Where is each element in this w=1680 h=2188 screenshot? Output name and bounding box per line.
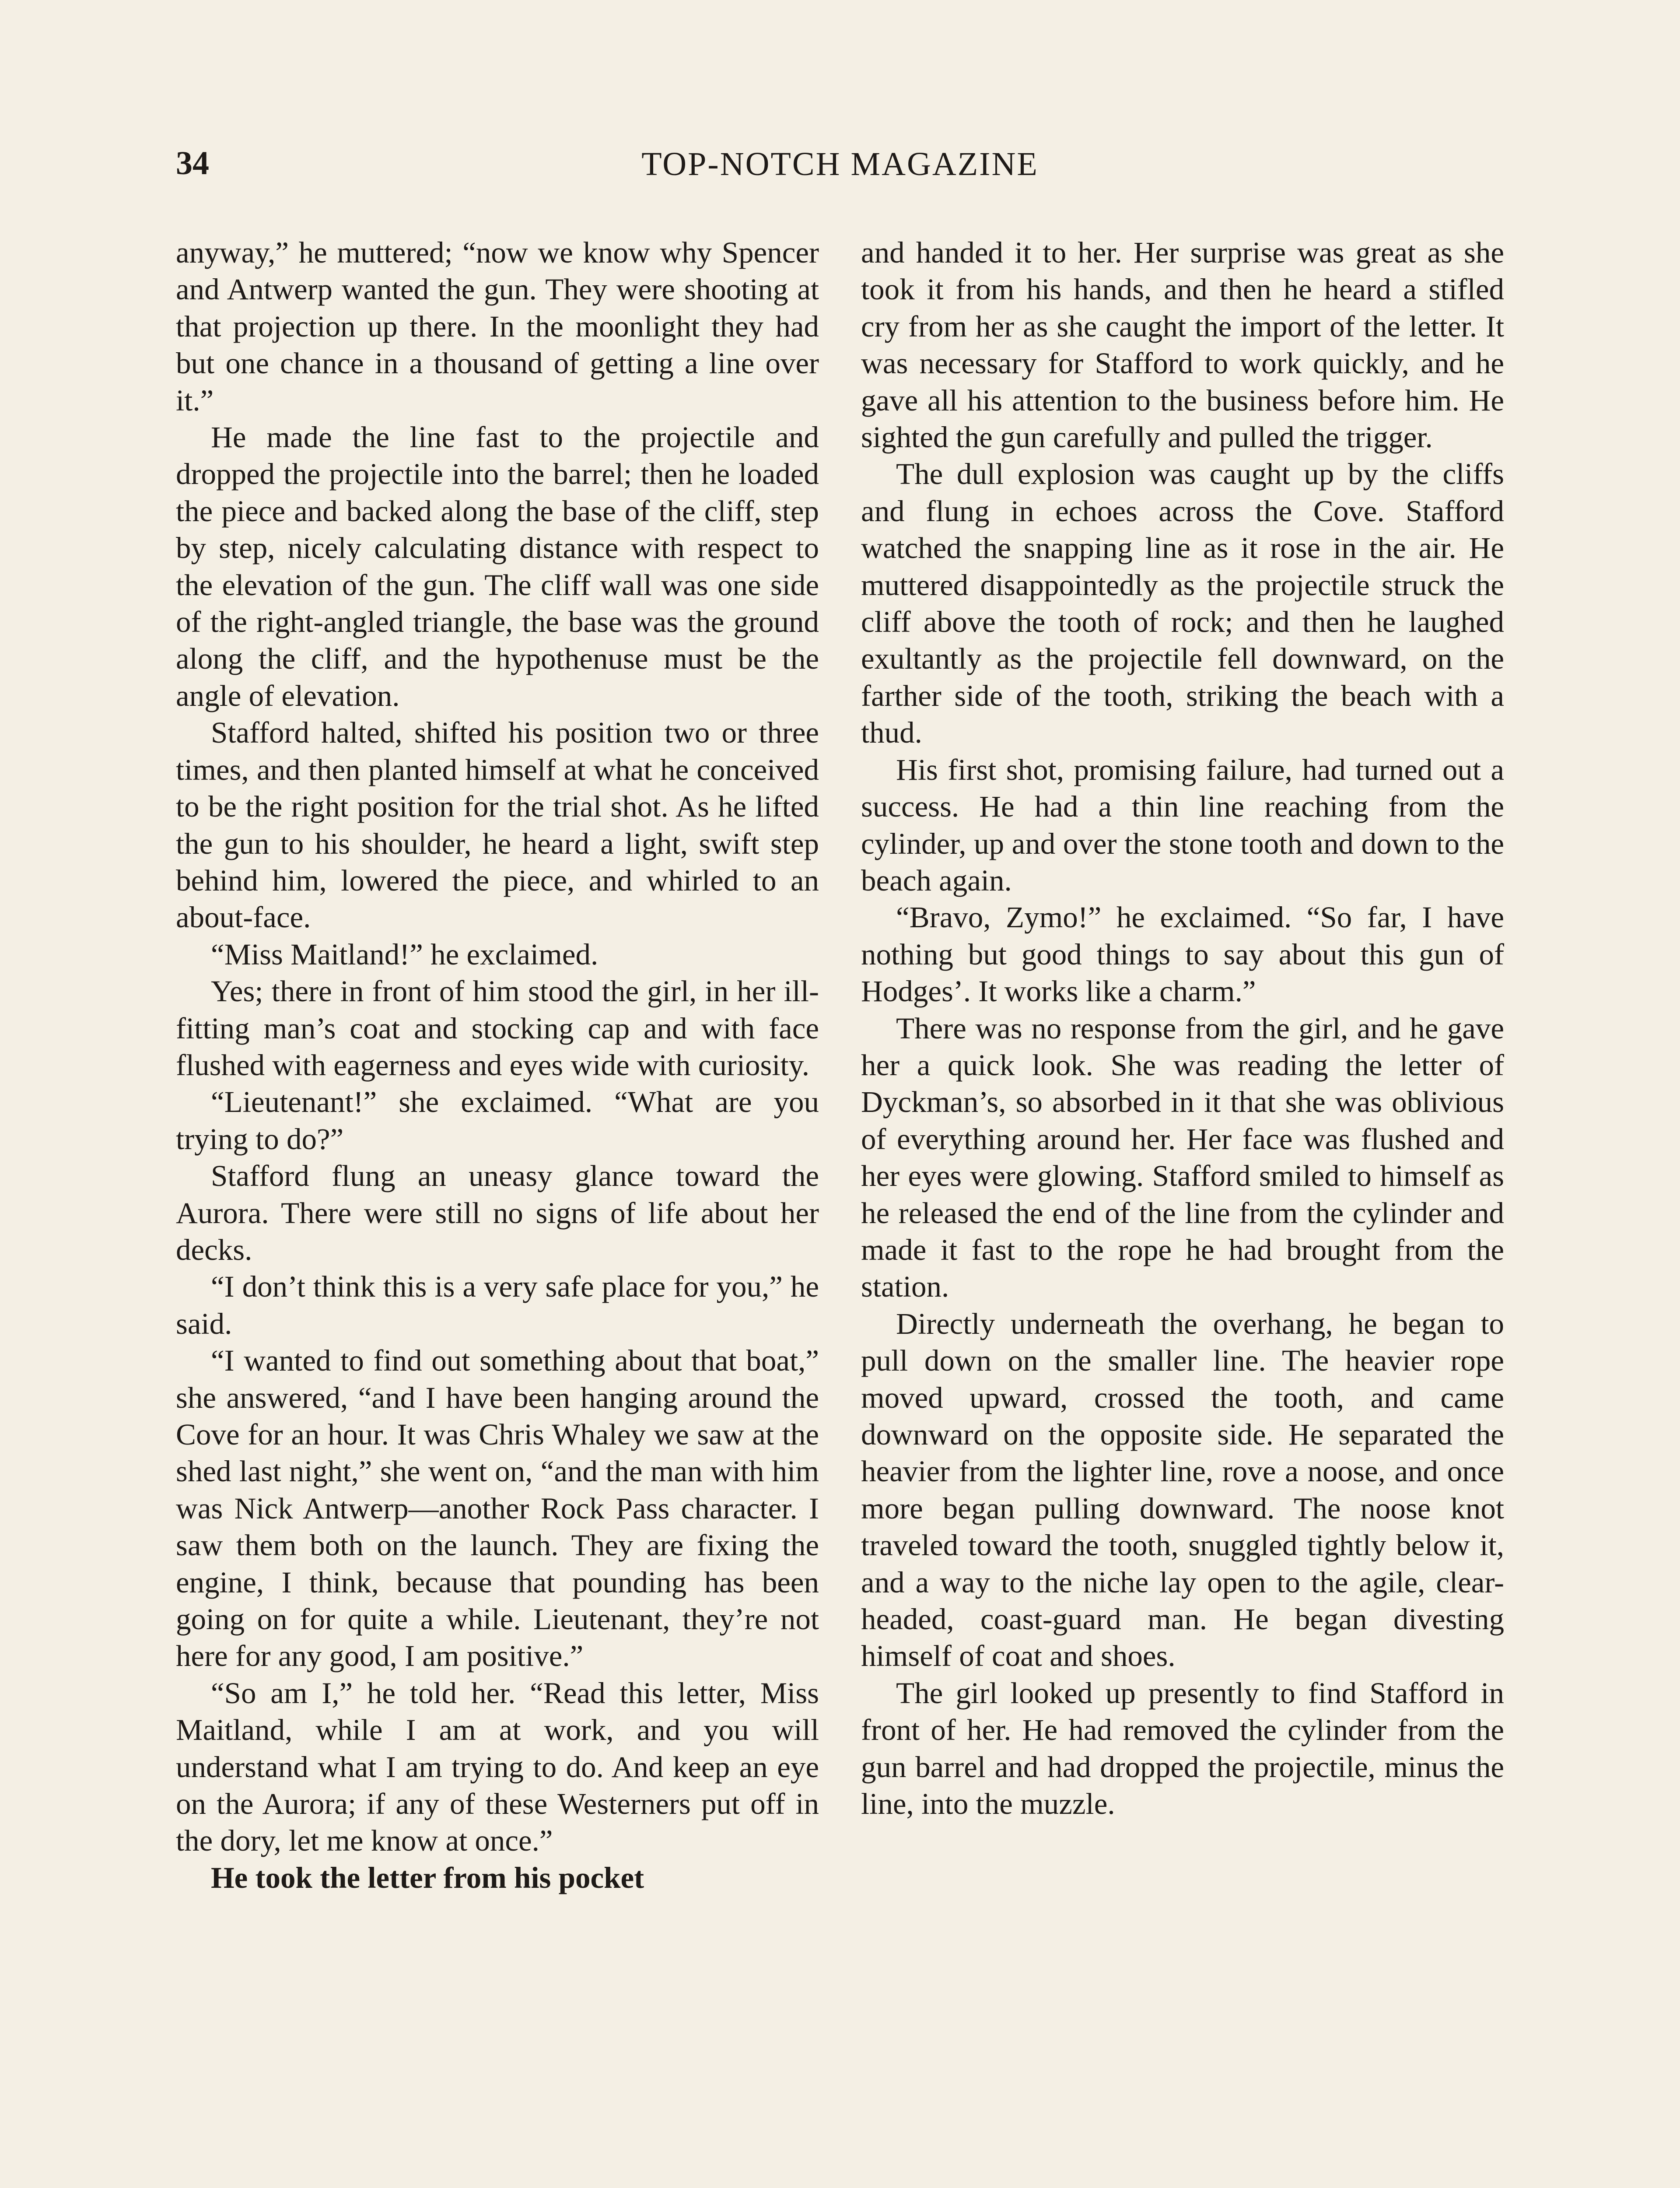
right-column (861, 234, 1504, 1822)
paragraph: He made the line fast to the projectile and dropped the projectile into the barrel; then he loaded the piece and backed along the base of the cliff, step by step, nicely calculating distance with respect to the elevation of the gun. The cliff wall was one side of the right-angled triangle, the base was the ground along the cliff, and the hypothenuse must be the angle of elevation. (176, 421, 819, 712)
paragraph: “Miss Maitland!” he exclaimed. (211, 937, 598, 971)
left-column (176, 234, 819, 1896)
paragraph: “So am I,” he told her. “Read this letter, Miss Maitland, while I am at work, and you will understand what I am trying to do. And keep an eye on the Aurora; if any of these Westerners put off in the dory, let me know at once.” (176, 1676, 819, 1858)
paragraph: “I wanted to find out something about that boat,” she answered, “and I have been hanging around the Cove for an hour. It was Chris Whaley we saw at the shed last night,” she went on, “and the man with him was Nick Antwerp—another Rock Pass character. I saw them both on the launch. They are fixing the engine, I think, because that pounding has been going on for quite a while. Lieutenant, they’re not here for any good, I am positive.” (176, 1344, 819, 1673)
paragraph: anyway,” he muttered; “now we know why Spencer and Antwerp wanted the gun. They were shooting at that projection up there. In the moonlight they had but one chance in a thousand of getting a line over it.” (176, 236, 819, 417)
paragraph: The dull explosion was caught up by the cliffs and flung in echoes across the Cove. Stafford watched the snapping line as it rose in the air. He muttered disappointedly as the projectile struck the cliff above the tooth of rock; and then he laughed exultantly as the projectile fell downward, on the farther side of the tooth, striking the beach with a thud. (861, 457, 1504, 750)
paragraph: Stafford flung an uneasy glance toward the Aurora. There were still no signs of life about her decks. (176, 1159, 819, 1266)
paragraph: “Lieutenant!” she exclaimed. “What are you trying to do?” (176, 1085, 819, 1156)
running-head: TOP-NOTCH MAGAZINE (641, 146, 1039, 182)
paragraph: The girl looked up presently to find Stafford in front of her. He had removed the cylinder from the gun barrel and had dropped the projectile, minus the line, into the muzzle. (861, 1676, 1504, 1821)
paragraph: He took the letter from his pocket (211, 1861, 644, 1894)
paragraph: “Bravo, Zymo!” he exclaimed. “So far, I have nothing but good things to say about this gun of Hodges’. It works like a charm.” (861, 901, 1504, 1008)
paragraph: “I don’t think this is a very safe place for you,” he said. (176, 1270, 819, 1340)
page-number: 34 (176, 145, 209, 182)
paragraph: His first shot, promising failure, had turned out a success. He had a thin line reaching from the cylinder, up and over the stone tooth and down to the beach again. (861, 753, 1504, 897)
paragraph: Directly underneath the overhang, he began to pull down on the smaller line. The heavier rope moved upward, crossed the tooth, and came downward on the opposite side. He separated the heavier from the lighter line, rove a noose, and once more began pulling downward. The noose knot traveled toward the tooth, snuggled tightly below it, and a way to the niche lay open to the agile, clear-headed, coast-guard man. He began divesting himself of coat and shoes. (861, 1307, 1504, 1673)
paragraph: Stafford halted, shifted his position two or three times, and then planted himself at what he conceived to be the right position for the trial shot. As he lifted the gun to his shoulder, he heard a light, swift step behind him, lowered the piece, and whirled to an about-face. (176, 716, 819, 934)
paragraph: Yes; there in front of him stood the girl, in her ill-fitting man’s coat and stocking cap and with face flushed with eagerness and eyes wide with curiosity. (176, 975, 819, 1082)
paragraph: and handed it to her. Her surprise was great as she took it from his hands, and then he heard a stifled cry from her as she caught the import of the letter. It was necessary for Stafford to work quickly, and he gave all his attention to the business before him. He sighted the gun carefully and pulled the trigger. (861, 236, 1504, 454)
paragraph: There was no response from the girl, and he gave her a quick look. She was reading the letter of Dyckman’s, so absorbed in it that she was oblivious of everything around her. Her face was flushed and her eyes were glowing. Stafford smiled to himself as he released the end of the line from the cylinder and made it fast to the rope he had brought from the station. (861, 1011, 1504, 1304)
